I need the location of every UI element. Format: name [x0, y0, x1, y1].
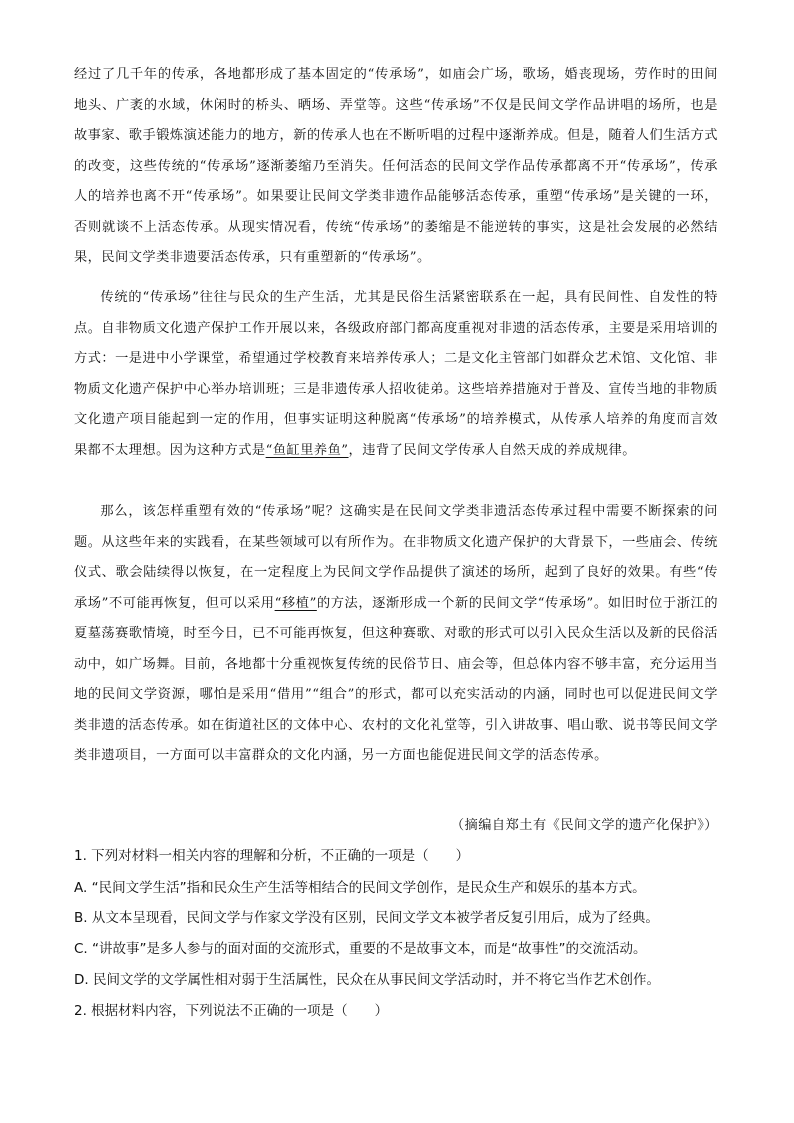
- question-1-option-b: B. 从文本呈现看，民间文学与作家文学没有区别，民间文学文本被学者反复引用后，成为了经典。: [74, 910, 659, 926]
- paragraph-3-text-start: 那么，该怎样重塑有效的“传承场”呢？这确实是在民间文学类非遗活态传承过程中需要不断探索的问题。从这些年来的实践看，在某些领域可以有所作为。在非物质文化遗产保护的大背景下，一些庙会、传统仪式、歌会陆续得以恢复，在一定程度上为民间文学作品提供了演述的场所，起到了良好的效果。有些“传承场”不可能再恢复，但可以采用: [74, 504, 718, 611]
- question-1-option-d: D. 民间文学的文学属性相对弱于生活属性，民众在从事民间文学活动时，并不将它当作艺术创作。: [74, 972, 660, 988]
- paragraph-3-text-end: 的方法，逐渐形成一个新的民间文学“传承场”。如旧时位于浙江的夏墓荡赛歌情境，时至今日，已不可能再恢复，但这种赛歌、对歌的形式可以引入民众生活以及新的民俗活动中，如广场舞。目前，各地都十分重视恢复传统的民俗节日、庙会等，但总体内容不够丰富，充分运用当地的民间文学资源，哪怕是采用“借用”“组合”的形式，都可以充实活动的内涵，同时也可以促进民间文学类非遗的活态传承。如在街道社区的文体中心、农村的文化礼堂等，引入讲故事、唱山歌、说书等民间文学类非遗项目，一方面可以丰富群众的文化内涵，另一方面也能促进民间文学的活态传承。: [74, 595, 719, 763]
- source-citation: （摘编自郑土有《民间文学的遗产化保护》）: [450, 818, 718, 833]
- underlined-phrase-transplant: “移植”: [274, 595, 317, 611]
- paragraph-2-text-start: 传统的“传承场”往往与民众的生产生活，尤其是民俗生活紧密联系在一起，具有民间性、自发性的特点。自非物质文化遗产保护工作开展以来，各级政府部门都高度重视对非遗的活态传承，主要是采用培训的方式：一是进中小学课堂，希望通过学校教育来培养传承人；二是文化主管部门如群众艺术馆、文化馆、非物质文化遗产保护中心举办培训班；三是非遗传承人招收徒弟。这些培养措施对于普及、宣传当地的非物质文化遗产项目能起到一定的作用，但事实证明这种脱离“传承场”的培养模式，从传承人培养的角度而言效果都不太理想。因为这种方式是: [74, 290, 718, 458]
- passage-paragraph-1: 经过了几千年的传承，各地都形成了基本固定的“传承场”，如庙会广场，歌场，婚丧现场，劳作时的田间地头、广袤的水域，休闲时的桥头、晒场、弄堂等。这些“传承场”不仅是民间文学作品讲唱的场所，也是故事家、歌手锻炼演述能力的地方，新的传承人也在不断听唱的过程中逐渐养成。但是，随着人们生活方式的改变，这些传统的“传承场”逐渐萎缩乃至消失。任何活态的民间文学作品传承都离不开“传承场”，传承人的培养也离不开“传承场”。如果要让民间文学类非遗作品能够活态传承，重塑“传承场”是关键的一环，否则就谈不上活态传承。从现实情况看，传统“传承场”的萎缩是不能逆转的事实，这是社会发展的必然结果，民间文学类非遗要活态传承，只有重塑新的“传承场”。: [74, 67, 718, 265]
- passage-paragraph-2: [74, 283, 718, 466]
- underlined-phrase-fish-tank: “鱼缸里养鱼”: [265, 442, 349, 458]
- paragraph-2-text-end: ，违背了民间文学传承人自然天成的养成规律。: [348, 442, 636, 458]
- question-1-stem: 1. 下列对材料一相关内容的理解和分析，不正确的一项是（ ）: [74, 848, 470, 864]
- question-1-option-c: C. “讲故事”是多人参与的面对面的交流形式，重要的不是故事文本，而是“故事性”的交流活动。: [74, 941, 647, 957]
- question-1-option-a: A. “民间文学生活”指和民众生产生活等相结合的民间文学创作，是民众生产和娱乐的基本方式。: [74, 880, 646, 896]
- question-2-stem: 2. 根据材料内容，下列说法不正确的一项是（ ）: [74, 1003, 389, 1019]
- passage-paragraph-3: [74, 497, 718, 772]
